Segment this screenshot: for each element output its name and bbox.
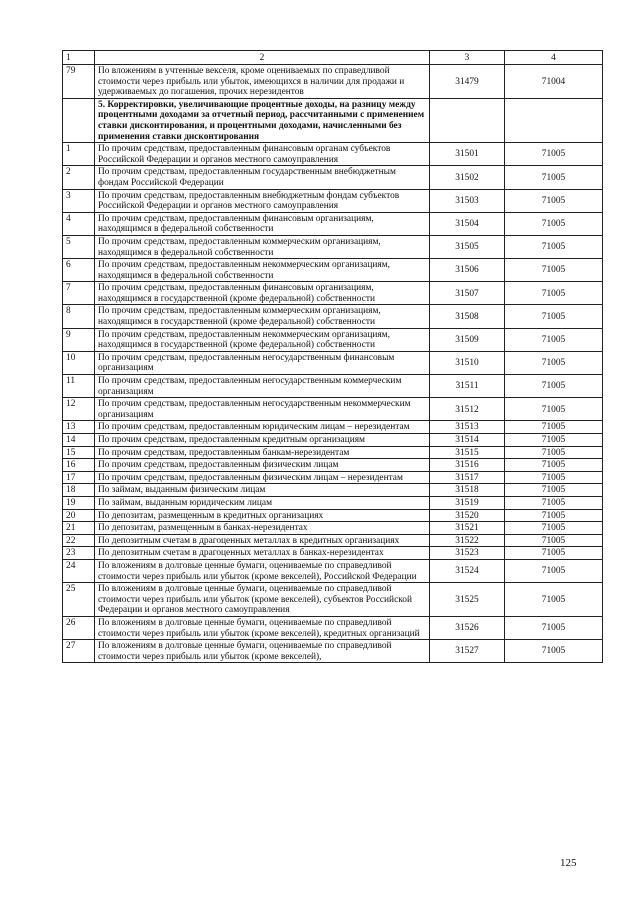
table-row: [63, 616, 603, 639]
header-col-4: 4: [505, 51, 603, 65]
row-symbol: 71005: [505, 459, 603, 472]
row-number: 14: [63, 434, 95, 447]
row-code: 31520: [430, 509, 505, 522]
row-code: 31515: [430, 446, 505, 459]
table-row: [63, 259, 603, 282]
row-description: По вложениям в долговые ценные бумаги, оцениваемые по справедливой стоимости через прибыль или убыток (кроме векселей), субъектов Российской Федерации и органов местного самоуправления: [95, 583, 430, 617]
row-code: 31526: [430, 616, 505, 639]
row-description: По вложениям в долговые ценные бумаги, оцениваемые по справедливой стоимости через прибыль или убыток (кроме векселей), кредитных организаций: [95, 616, 430, 639]
row-description: По депозитам, размещенным в банках-нерезидентах: [95, 522, 430, 535]
row-number: 13: [63, 421, 95, 434]
row-code: 31508: [430, 305, 505, 328]
row-number: 5: [63, 235, 95, 258]
row-number: 1: [63, 143, 95, 166]
table-row: [63, 212, 603, 235]
row-symbol: 71005: [505, 166, 603, 189]
row-description: По вложениям в долговые ценные бумаги, оцениваемые по справедливой стоимости через прибыль или убыток (кроме векселей), Российской Федерации: [95, 559, 430, 582]
table-row: [63, 522, 603, 535]
row-number: 9: [63, 328, 95, 351]
row-description: По прочим средствам, предоставленным финансовым органам субъектов Российской Федерации и органов местного самоуправления: [95, 143, 430, 166]
row-symbol: 71004: [505, 65, 603, 99]
row-symbol: 71005: [505, 259, 603, 282]
table-row: [63, 559, 603, 582]
row-number: 15: [63, 446, 95, 459]
table-row: [63, 375, 603, 398]
row-number: 22: [63, 534, 95, 547]
row-code: 31501: [430, 143, 505, 166]
row-number: 24: [63, 559, 95, 582]
table-row: [63, 484, 603, 497]
row-code: 31516: [430, 459, 505, 472]
row-description: По прочим средствам, предоставленным внебюджетным фондам субъектов Российской Федерации и органов местного самоуправления: [95, 189, 430, 212]
row-code: 31510: [430, 351, 505, 374]
row-description: По займам, выданным физическим лицам: [95, 484, 430, 497]
table-row: [63, 189, 603, 212]
row-symbol: 71005: [505, 559, 603, 582]
row-number: 17: [63, 471, 95, 484]
table-row: [63, 496, 603, 509]
row-symbol: 71005: [505, 484, 603, 497]
row-symbol: 71005: [505, 421, 603, 434]
table-row: [63, 282, 603, 305]
table-row: [63, 328, 603, 351]
table-row: [63, 398, 603, 421]
row-number: 4: [63, 212, 95, 235]
row-number: 19: [63, 496, 95, 509]
row-code: 31502: [430, 166, 505, 189]
table-row: [63, 305, 603, 328]
row-code: 31527: [430, 640, 505, 663]
row-number: [63, 98, 95, 142]
row-code: 31524: [430, 559, 505, 582]
row-number: 21: [63, 522, 95, 535]
row-description: По прочим средствам, предоставленным некоммерческим организациям, находящимся в федеральной собственности: [95, 259, 430, 282]
table-row: [63, 583, 603, 617]
row-description: По прочим средствам, предоставленным коммерческим организациям, находящимся в федеральной собственности: [95, 235, 430, 258]
row-description: По депозитным счетам в драгоценных металлах в кредитных организациях: [95, 534, 430, 547]
table-body: [63, 51, 603, 663]
row-symbol: 71005: [505, 328, 603, 351]
row-description: По депозитам, размещенным в кредитных организациях: [95, 509, 430, 522]
row-description: По прочим средствам, предоставленным финансовым организациям, находящимся в государственной (кроме федеральной) собственности: [95, 282, 430, 305]
row-symbol: 71005: [505, 446, 603, 459]
row-description: По прочим средствам, предоставленным кредитным организациям: [95, 434, 430, 447]
table-row: [63, 547, 603, 560]
row-number: 8: [63, 305, 95, 328]
row-code: 31506: [430, 259, 505, 282]
row-code: 31505: [430, 235, 505, 258]
row-symbol: 71005: [505, 496, 603, 509]
row-symbol: 71005: [505, 640, 603, 663]
header-col-1: 1: [63, 51, 95, 65]
table-row: [63, 446, 603, 459]
table-row: [63, 640, 603, 663]
table-row: [63, 534, 603, 547]
row-code: 31525: [430, 583, 505, 617]
row-number: 18: [63, 484, 95, 497]
table-row: [63, 235, 603, 258]
row-symbol: 71005: [505, 471, 603, 484]
row-code: 31504: [430, 212, 505, 235]
row-code: 31513: [430, 421, 505, 434]
section-heading-row: [63, 98, 603, 142]
row-description: По прочим средствам, предоставленным государственным внебюджетным фондам Российской Федерации: [95, 166, 430, 189]
row-number: 23: [63, 547, 95, 560]
row-code: 31479: [430, 65, 505, 99]
row-symbol: 71005: [505, 305, 603, 328]
table-row: [63, 434, 603, 447]
table-row: [63, 351, 603, 374]
row-description: По прочим средствам, предоставленным негосударственным некоммерческим организациям: [95, 398, 430, 421]
row-description: По депозитным счетам в драгоценных металлах в банках-нерезидентах: [95, 547, 430, 560]
row-symbol: 71005: [505, 282, 603, 305]
row-description: По займам, выданным юридическим лицам: [95, 496, 430, 509]
table-row: [63, 421, 603, 434]
row-number: 10: [63, 351, 95, 374]
header-col-3: 3: [430, 51, 505, 65]
row-description: По вложениям в учтенные векселя, кроме оцениваемых по справедливой стоимости через прибыль или убыток, имеющихся в наличии для продажи и удерживаемых до погашения, прочих нерезидентов: [95, 65, 430, 99]
row-symbol: 71005: [505, 398, 603, 421]
row-code: 31523: [430, 547, 505, 560]
row-code: [430, 98, 505, 142]
row-number: 6: [63, 259, 95, 282]
row-code: 31514: [430, 434, 505, 447]
row-symbol: 71005: [505, 235, 603, 258]
header-col-2: 2: [95, 51, 430, 65]
row-description: По прочим средствам, предоставленным физическим лицам: [95, 459, 430, 472]
row-description: По прочим средствам, предоставленным негосударственным финансовым организациям: [95, 351, 430, 374]
row-symbol: 71005: [505, 583, 603, 617]
row-code: 31518: [430, 484, 505, 497]
row-description: По прочим средствам, предоставленным коммерческим организациям, находящимся в государственной (кроме федеральной) собственности: [95, 305, 430, 328]
row-symbol: 71005: [505, 534, 603, 547]
row-number: 20: [63, 509, 95, 522]
row-code: 31511: [430, 375, 505, 398]
accounts-table: [62, 50, 603, 663]
row-description: По прочим средствам, предоставленным банкам-нерезидентам: [95, 446, 430, 459]
row-symbol: 71005: [505, 189, 603, 212]
table-row: [63, 166, 603, 189]
row-number: 3: [63, 189, 95, 212]
row-description: По прочим средствам, предоставленным некоммерческим организациям, находящимся в государственной (кроме федеральной) собственности: [95, 328, 430, 351]
row-number: 25: [63, 583, 95, 617]
row-number: 79: [63, 65, 95, 99]
row-code: 31509: [430, 328, 505, 351]
row-symbol: 71005: [505, 509, 603, 522]
row-number: 7: [63, 282, 95, 305]
table-row: [63, 65, 603, 99]
row-code: 31512: [430, 398, 505, 421]
table-row: [63, 459, 603, 472]
row-description: По прочим средствам, предоставленным физическим лицам – нерезидентам: [95, 471, 430, 484]
row-description: По прочим средствам, предоставленным финансовым организациям, находящимся в федеральной собственности: [95, 212, 430, 235]
row-code: 31521: [430, 522, 505, 535]
row-symbol: 71005: [505, 375, 603, 398]
row-symbol: 71005: [505, 212, 603, 235]
row-symbol: 71005: [505, 434, 603, 447]
row-number: 16: [63, 459, 95, 472]
row-code: 31503: [430, 189, 505, 212]
row-symbol: 71005: [505, 522, 603, 535]
table-row: [63, 143, 603, 166]
row-description: По прочим средствам, предоставленным юридическим лицам – нерезидентам: [95, 421, 430, 434]
table-row: [63, 509, 603, 522]
page-number: 125: [560, 857, 577, 869]
row-symbol: 71005: [505, 351, 603, 374]
row-code: 31507: [430, 282, 505, 305]
table-row: [63, 471, 603, 484]
table-header-row: [63, 51, 603, 65]
row-description: 5. Корректировки, увеличивающие процентные доходы, на разницу между процентными доходами за отчетный период, рассчитанными с применением ставки дисконтирования, и процентными доходами, начисленными без применения ставки дисконтирования: [95, 98, 430, 142]
row-number: 26: [63, 616, 95, 639]
row-symbol: 71005: [505, 547, 603, 560]
row-description: По вложениям в долговые ценные бумаги, оцениваемые по справедливой стоимости через прибыль или убыток (кроме векселей),: [95, 640, 430, 663]
row-number: 12: [63, 398, 95, 421]
row-code: 31519: [430, 496, 505, 509]
row-number: 2: [63, 166, 95, 189]
row-number: 11: [63, 375, 95, 398]
row-number: 27: [63, 640, 95, 663]
row-symbol: [505, 98, 603, 142]
row-code: 31522: [430, 534, 505, 547]
row-symbol: 71005: [505, 616, 603, 639]
row-code: 31517: [430, 471, 505, 484]
row-description: По прочим средствам, предоставленным негосударственным коммерческим организациям: [95, 375, 430, 398]
row-symbol: 71005: [505, 143, 603, 166]
